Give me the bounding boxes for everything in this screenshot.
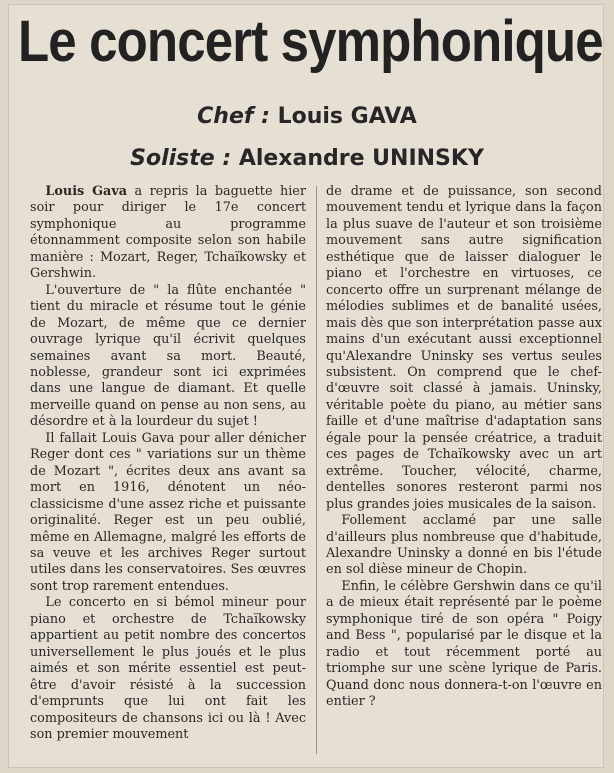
soloist-name: Alexandre UNINSKY — [238, 146, 484, 171]
paragraph: Le concerto en si bémol mineur pour piano et orchestre de Tchaïkowsky appartient au petit nombre des concertos universellement le plus joués et le plus aimés et son mérite essentiel est peut-être d'avoir résisté à la succession d'emprunts que lui ont fait les compositeurs de chansons ici ou là ! Avec son premier mouvement — [30, 595, 306, 742]
article-headline: Le concert symphonique — [18, 9, 603, 74]
paragraph: L'ouverture de " la flûte enchantée " tient du miracle et résume tout le génie de Mozart, de même que ce dernier ouvrage lyrique qu'il écrivit quelques semaines avant sa mort. Beauté, noblesse, grandeur sont ici exprimées dans une langue de diamant. Et quelle merveille quand on pense au non sens, au désordre et à la lourdeur du sujet ! — [30, 282, 306, 430]
soloist-line — [0, 146, 614, 171]
conductor-role: Chef : — [197, 104, 270, 129]
soloist-role: Soliste : — [130, 146, 232, 171]
paragraph: Follement acclamé par une salle d'ailleurs plus nombreuse que d'habitude, Alexandre Uninsky a donné en bis l'étude en sol dièse mineur de Chopin. — [326, 513, 602, 578]
lead-words: Louis Gava — [45, 184, 128, 199]
paragraph-continued: de drame et de puissance, son second mouvement tendu et lyrique dans la façon la plus suave de l'auteur et son troisième mouvement sans autre signification esthétique que de laisser dialoguer le piano et l'orchestre en virtuoses, ce concerto offre un surprenant mélange de mélodies sublimes et de banalité usées, mais dès que son interprétation passe aux mains d'un exécutant aussi exceptionnel qu'Alexandre Uninsky ses vertus seules subsistent. On comprend que le chef-d'œuvre soit classé à jamais. Uninsky, véritable poète du piano, au métier sans faille et d'une maîtrise d'adaptation sans égale pour la pensée créatrice, a traduit ces pages de Tchaïkowsky avec un art extrême. Toucher, vélocité, charme, dentelles sonores resteront parmi nos plus grandes joies musicales de la saison. — [326, 184, 602, 512]
conductor-name: Louis GAVA — [277, 104, 417, 129]
left-column — [30, 184, 306, 743]
right-column — [326, 184, 602, 711]
paragraph: Il fallait Louis Gava pour aller dénicher Reger dont ces " variations sur un thème de Mozart ", écrites deux ans avant sa mort en 1916, dénotent un néo-classicisme d'une assez riche et puissante originalité. Reger est un peu oublié, même en Allemagne, malgré les efforts de sa veuve et les archives Reger surtout utiles dans les conservatoires. Ses œuvres sont trop rarement entendues. — [30, 430, 306, 594]
paragraph-text: a repris la baguette hier soir pour diriger le 17e concert symphonique au programme étonnamment composite selon son habile manière : Mozart, Reger, Tchaïkowsky et Gershwin. — [30, 184, 306, 282]
paragraph: Enfin, le célèbre Gershwin dans ce qu'il a de mieux était représenté par le poème symphonique tiré de son opéra " Poigy and Bess ", popularisé par le disque et la radio et tout récemment porté au triomphe sur une scène lyrique de Paris. Quand donc nous donnera-t-on l'œuvre en entier ? — [326, 578, 602, 710]
paragraph — [30, 184, 306, 283]
column-divider — [316, 186, 317, 754]
conductor-line — [0, 104, 614, 129]
